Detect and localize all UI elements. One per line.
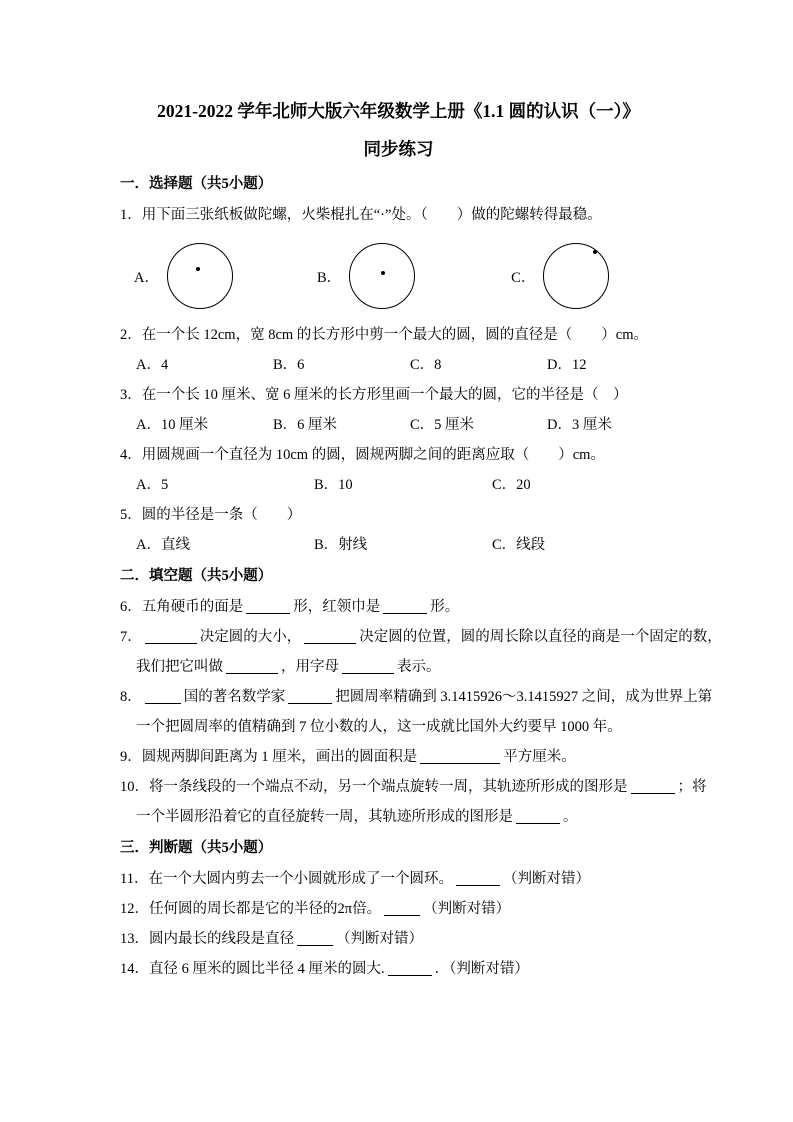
- question-2-option-b: B．6: [273, 357, 305, 373]
- question-3-option-c: C．5 厘米: [410, 417, 475, 433]
- question-10-part1: 10．将一条线段的一个端点不动，另一个端点旋转一周，其轨迹所形成的图形是: [120, 779, 628, 795]
- figure-a: [134, 243, 233, 309]
- question-7-number: 7．: [120, 629, 142, 645]
- figure-c: [511, 243, 609, 309]
- question-2-options: [120, 350, 677, 380]
- question-7-part4: 我们把它叫做: [136, 659, 223, 675]
- offcenter-dot-icon: [593, 250, 597, 254]
- question-8-text-line2: [120, 712, 677, 742]
- blank-line: [631, 778, 675, 794]
- question-9-part1: 9．圆规两脚间距离为 1 厘米，画出的圆面积是: [120, 749, 418, 765]
- question-1-text: 1．用下面三张纸板做陀螺，火柴棍扎在“·”处。（ ）做的陀螺转得最稳。: [120, 207, 602, 223]
- circle-c-diagram: [543, 243, 609, 309]
- question-14-text: [120, 954, 677, 984]
- circle-a-diagram: [167, 243, 233, 309]
- blank-line: [288, 688, 332, 704]
- question-11-part1: 11．在一个大圆内剪去一个小圆就形成了一个圆环。: [120, 871, 453, 887]
- question-10-part4: 。: [563, 809, 578, 825]
- section2-heading: 二．填空题（共5小题）: [120, 568, 273, 584]
- question-9-part2: 平方厘米。: [503, 749, 576, 765]
- question-6-text: [120, 592, 677, 622]
- question-4-options: [120, 470, 677, 500]
- blank-line: [145, 688, 181, 704]
- question-10-text-line1: [120, 772, 707, 802]
- question-3-options: [120, 410, 677, 440]
- blank-line: [246, 598, 290, 614]
- circle-b-diagram: [349, 243, 415, 309]
- question-7-part6: 表示。: [397, 659, 441, 675]
- question-4-option-c: C．20: [492, 477, 531, 493]
- question-12-text: [120, 894, 677, 924]
- question-13-part1: 13．圆内最长的线段是直径: [120, 931, 294, 947]
- question-8-part3: 把圆周率精确到 3.1415926～3.1415927 之间，成为世界上第: [335, 689, 713, 705]
- question-2-option-a: A．4: [136, 357, 169, 373]
- question-7-part3: 决定圆的位置，圆的周长除以直径的商是一个固定的数，: [359, 629, 722, 645]
- question-12-part2: （判断对错）: [423, 901, 511, 917]
- question-13-text: [120, 924, 677, 954]
- center-dot-icon: [196, 267, 200, 271]
- blank-line: [226, 658, 278, 674]
- question-7-part5: ，用字母: [281, 659, 339, 675]
- question-11-text: [120, 864, 677, 894]
- section3-heading: 三．判断题（共5小题）: [120, 840, 273, 856]
- question-5-text: 5．圆的半径是一条（ ）: [120, 507, 302, 523]
- question-5-option-c: C．线段: [492, 537, 546, 553]
- blank-line: [456, 870, 500, 886]
- center-dot-icon: [381, 271, 385, 275]
- question-12-part1: 12．任何圆的周长都是它的半径的2π倍。: [120, 901, 382, 917]
- question-14-part1: 14．直径 6 厘米的圆比半径 4 厘米的圆大.: [120, 961, 385, 977]
- blank-line: [145, 628, 197, 644]
- question-5-option-b: B．射线: [314, 537, 368, 553]
- question-2-option-d: D．12: [547, 357, 587, 373]
- blank-line: [384, 900, 420, 916]
- figure-a-label: A．: [134, 269, 159, 286]
- question-4-option-b: B．10: [314, 477, 353, 493]
- question-8-part2: 国的著名数学家: [183, 689, 286, 705]
- figure-c-label: C．: [511, 269, 536, 286]
- question-14-part2: ．（判断对错）: [434, 961, 529, 977]
- question-3-option-d: D．3 厘米: [547, 417, 612, 433]
- question-7-text-line2: [120, 652, 677, 682]
- question-10-text-line2: [120, 802, 677, 832]
- question-6-part2: 形，红领巾是: [293, 599, 381, 615]
- question-2-option-c: C．8: [410, 357, 442, 373]
- blank-line: [304, 628, 356, 644]
- question-9-text: [120, 742, 677, 772]
- section1-heading: 一．选择题（共5小题）: [120, 176, 273, 192]
- page-title-line1: 2021-2022 学年北师大版六年级数学上册《1.1 圆的认识（一）》: [157, 101, 640, 121]
- question-11-part2: （判断对错）: [502, 871, 590, 887]
- question-3-text: 3．在一个长 10 厘米、宽 6 厘米的长方形里画一个最大的圆，它的半径是（ ）: [120, 387, 628, 403]
- question-10-part2: ；将: [677, 779, 707, 795]
- question-4-option-a: A．5: [136, 477, 169, 493]
- blank-line: [420, 748, 500, 764]
- question-8-text-line1: [120, 682, 713, 712]
- question-4-text: 4．用圆规画一个直径为 10cm 的圆，圆规两脚之间的距离应取（ ）cm。: [120, 447, 605, 463]
- question-8-number: 8．: [120, 689, 142, 705]
- figure-b-label: B．: [316, 269, 342, 286]
- question-10-part3: 一个半圆形沿着它的直径旋转一周，其轨迹所形成的图形是: [136, 809, 513, 825]
- question-5-options: [120, 530, 677, 560]
- question-1-figures: [120, 238, 677, 314]
- blank-line: [516, 808, 560, 824]
- blank-line: [388, 960, 432, 976]
- question-6-part1: 6．五角硬币的面是: [120, 599, 244, 615]
- question-6-part3: 形。: [430, 599, 460, 615]
- question-3-option-b: B．6 厘米: [273, 417, 338, 433]
- page-title-line2: 同步练习: [363, 139, 434, 159]
- question-7-part2: 决定圆的大小，: [199, 629, 302, 645]
- blank-line: [297, 930, 333, 946]
- blank-line: [383, 598, 427, 614]
- question-7-text-line1: [120, 622, 722, 652]
- question-2-text: 2．在一个长 12cm，宽 8cm 的长方形中剪一个最大的圆，圆的直径是（ ）cm。: [120, 327, 649, 343]
- question-8-part4: 一个把圆周率的值精确到 7 位小数的人，这一成就比国外大约要早 1000 年。: [136, 719, 622, 735]
- blank-line: [342, 658, 394, 674]
- figure-b: [317, 243, 415, 309]
- question-3-option-a: A．10 厘米: [136, 417, 209, 433]
- question-5-option-a: A．直线: [136, 537, 190, 553]
- question-13-part2: （判断对错）: [336, 931, 423, 947]
